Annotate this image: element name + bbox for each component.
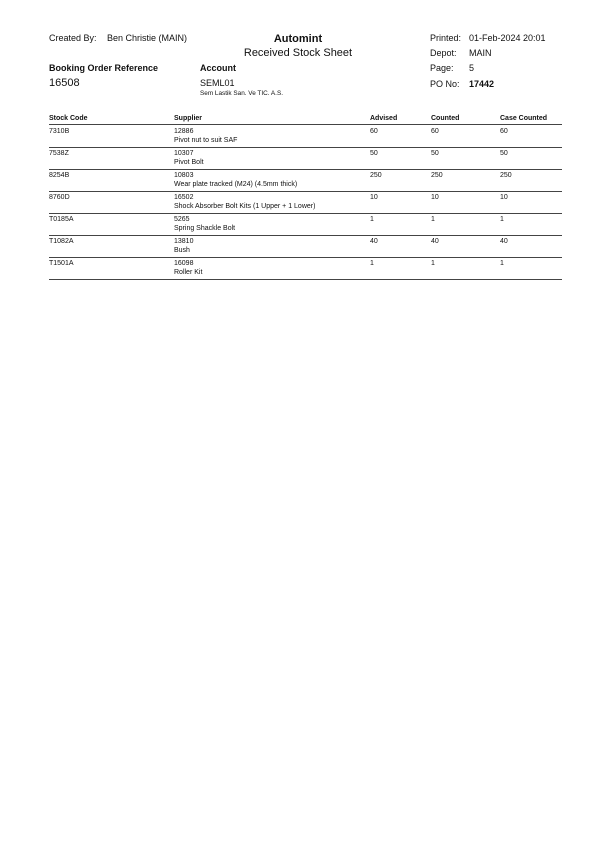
page-label: Page:: [430, 63, 454, 73]
table-row: [49, 150, 562, 168]
counted-cell: 10: [431, 194, 439, 201]
case-counted-cell: 60: [500, 128, 508, 135]
advised-cell: 50: [370, 150, 378, 157]
po-value: 17442: [469, 79, 495, 89]
depot-value: MAIN: [469, 48, 492, 58]
page-value: 5: [469, 63, 475, 73]
column-header-supplier: Supplier: [174, 115, 203, 122]
po-label: PO No:: [430, 79, 460, 89]
row-divider: [49, 257, 562, 258]
case-counted-cell: 250: [500, 172, 512, 179]
booking-ref-label: Booking Order Reference: [49, 63, 159, 73]
supplier-code-cell: 10307: [174, 150, 194, 157]
stock-code-cell: T1501A: [49, 260, 74, 267]
row-divider: [49, 279, 562, 280]
description-cell: Wear plate tracked (M24) (4.5mm thick): [174, 181, 298, 188]
table-row: [49, 128, 562, 146]
case-counted-cell: 1: [500, 260, 504, 267]
header-divider: [49, 124, 562, 125]
table-row: [49, 172, 562, 190]
depot-label: Depot:: [430, 48, 457, 58]
column-header-counted: Counted: [431, 115, 460, 122]
supplier-code-cell: 13810: [174, 238, 194, 245]
advised-cell: 1: [370, 260, 374, 267]
description-cell: Shock Absorber Bolt Kits (1 Upper + 1 Lower): [174, 203, 316, 210]
printed-value: 01-Feb-2024 20:01: [469, 33, 546, 43]
counted-cell: 1: [431, 260, 435, 267]
counted-cell: 60: [431, 128, 439, 135]
counted-cell: 50: [431, 150, 439, 157]
supplier-code-cell: 16502: [174, 194, 194, 201]
case-counted-cell: 1: [500, 216, 504, 223]
table-row: [49, 194, 562, 212]
column-header-advised: Advised: [370, 115, 398, 122]
account-code: SEML01: [200, 78, 235, 88]
counted-cell: 1: [431, 216, 435, 223]
row-divider: [49, 191, 562, 192]
advised-cell: 250: [370, 172, 382, 179]
counted-cell: 250: [431, 172, 443, 179]
table-row: [49, 260, 562, 278]
row-divider: [49, 147, 562, 148]
case-counted-cell: 10: [500, 194, 508, 201]
stock-code-cell: 7310B: [49, 128, 70, 135]
table-row: [49, 238, 562, 256]
description-cell: Pivot nut to suit SAF: [174, 137, 238, 144]
supplier-code-cell: 10803: [174, 172, 194, 179]
case-counted-cell: 40: [500, 238, 508, 245]
created-by-label: Created By:: [49, 33, 97, 43]
document-title: Received Stock Sheet: [243, 47, 353, 59]
stock-code-cell: T0185A: [49, 216, 74, 223]
stock-code-cell: T1082A: [49, 238, 74, 245]
column-header-stock-code: Stock Code: [49, 115, 88, 122]
row-divider: [49, 169, 562, 170]
column-header-case-counted: Case Counted: [500, 115, 548, 122]
advised-cell: 60: [370, 128, 378, 135]
case-counted-cell: 50: [500, 150, 508, 157]
created-by-value: Ben Christie (MAIN): [107, 33, 188, 43]
description-cell: Bush: [174, 247, 190, 254]
supplier-code-cell: 5265: [174, 216, 190, 223]
description-cell: Roller Kit: [174, 269, 203, 276]
advised-cell: 40: [370, 238, 378, 245]
counted-cell: 40: [431, 238, 439, 245]
supplier-code-cell: 12886: [174, 128, 194, 135]
account-label: Account: [200, 63, 236, 73]
company-name: Automint: [273, 33, 323, 45]
row-divider: [49, 235, 562, 236]
stock-code-cell: 7538Z: [49, 150, 69, 157]
advised-cell: 10: [370, 194, 378, 201]
stock-code-cell: 8254B: [49, 172, 70, 179]
table-row: [49, 216, 562, 234]
account-name: Sem Lastik San. Ve TIC. A.S.: [200, 90, 283, 97]
printed-label: Printed:: [430, 33, 462, 43]
supplier-code-cell: 16098: [174, 260, 194, 267]
description-cell: Spring Shackle Bolt: [174, 225, 236, 232]
booking-ref-value: 16508: [49, 77, 80, 89]
stock-code-cell: 8760D: [49, 194, 70, 201]
row-divider: [49, 213, 562, 214]
description-cell: Pivot Bolt: [174, 159, 204, 166]
advised-cell: 1: [370, 216, 374, 223]
